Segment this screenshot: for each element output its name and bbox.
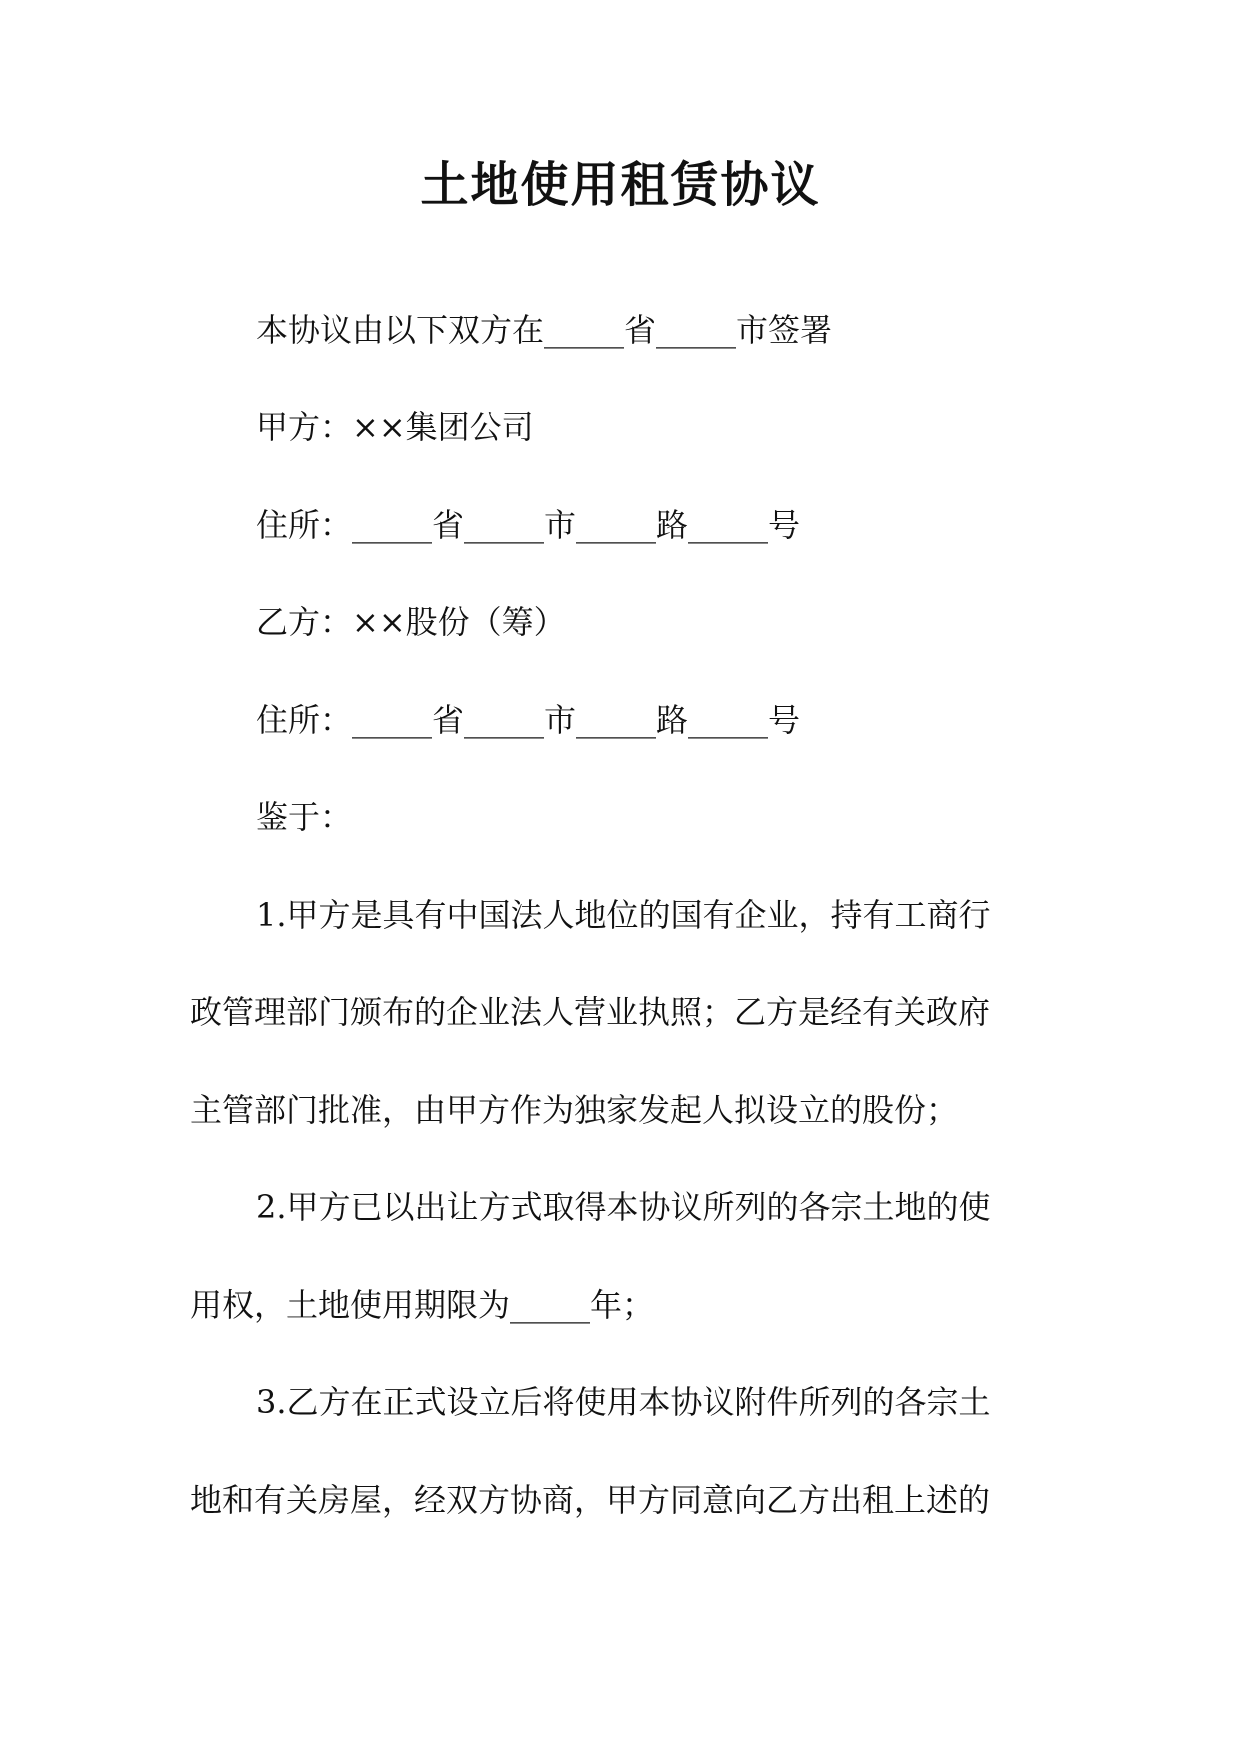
clause-3-line-2: 地和有关房屋，经双方协商，甲方同意向乙方出租上述的: [190, 1481, 991, 1519]
clause-3-line-1: 3.乙方在正式设立后将使用本协议附件所列的各宗土: [256, 1383, 991, 1421]
party-a-name: 甲方：××集团公司: [256, 408, 534, 446]
clause-2-line-2: 用权，土地使用期限为_____年；: [190, 1286, 655, 1324]
whereas-heading: 鉴于：: [256, 798, 353, 836]
clause-1-line-1: 1.甲方是具有中国法人地位的国有企业，持有工商行: [256, 896, 991, 934]
clause-1-line-2: 政管理部门颁布的企业法人营业执照；乙方是经有关政府: [190, 993, 991, 1031]
signing-location-line: 本协议由以下双方在_____省_____市签署: [256, 311, 833, 349]
party-b-address: 住所：_____省_____市_____路_____号: [256, 701, 801, 739]
party-b-name: 乙方：××股份（筹）: [256, 603, 566, 641]
document-title: 土地使用租赁协议: [420, 157, 821, 213]
clause-2-line-1: 2.甲方已以出让方式取得本协议所列的各宗土地的使: [256, 1188, 991, 1226]
party-a-address: 住所：_____省_____市_____路_____号: [256, 506, 801, 544]
clause-1-line-3: 主管部门批准，由甲方作为独家发起人拟设立的股份；: [190, 1091, 959, 1129]
